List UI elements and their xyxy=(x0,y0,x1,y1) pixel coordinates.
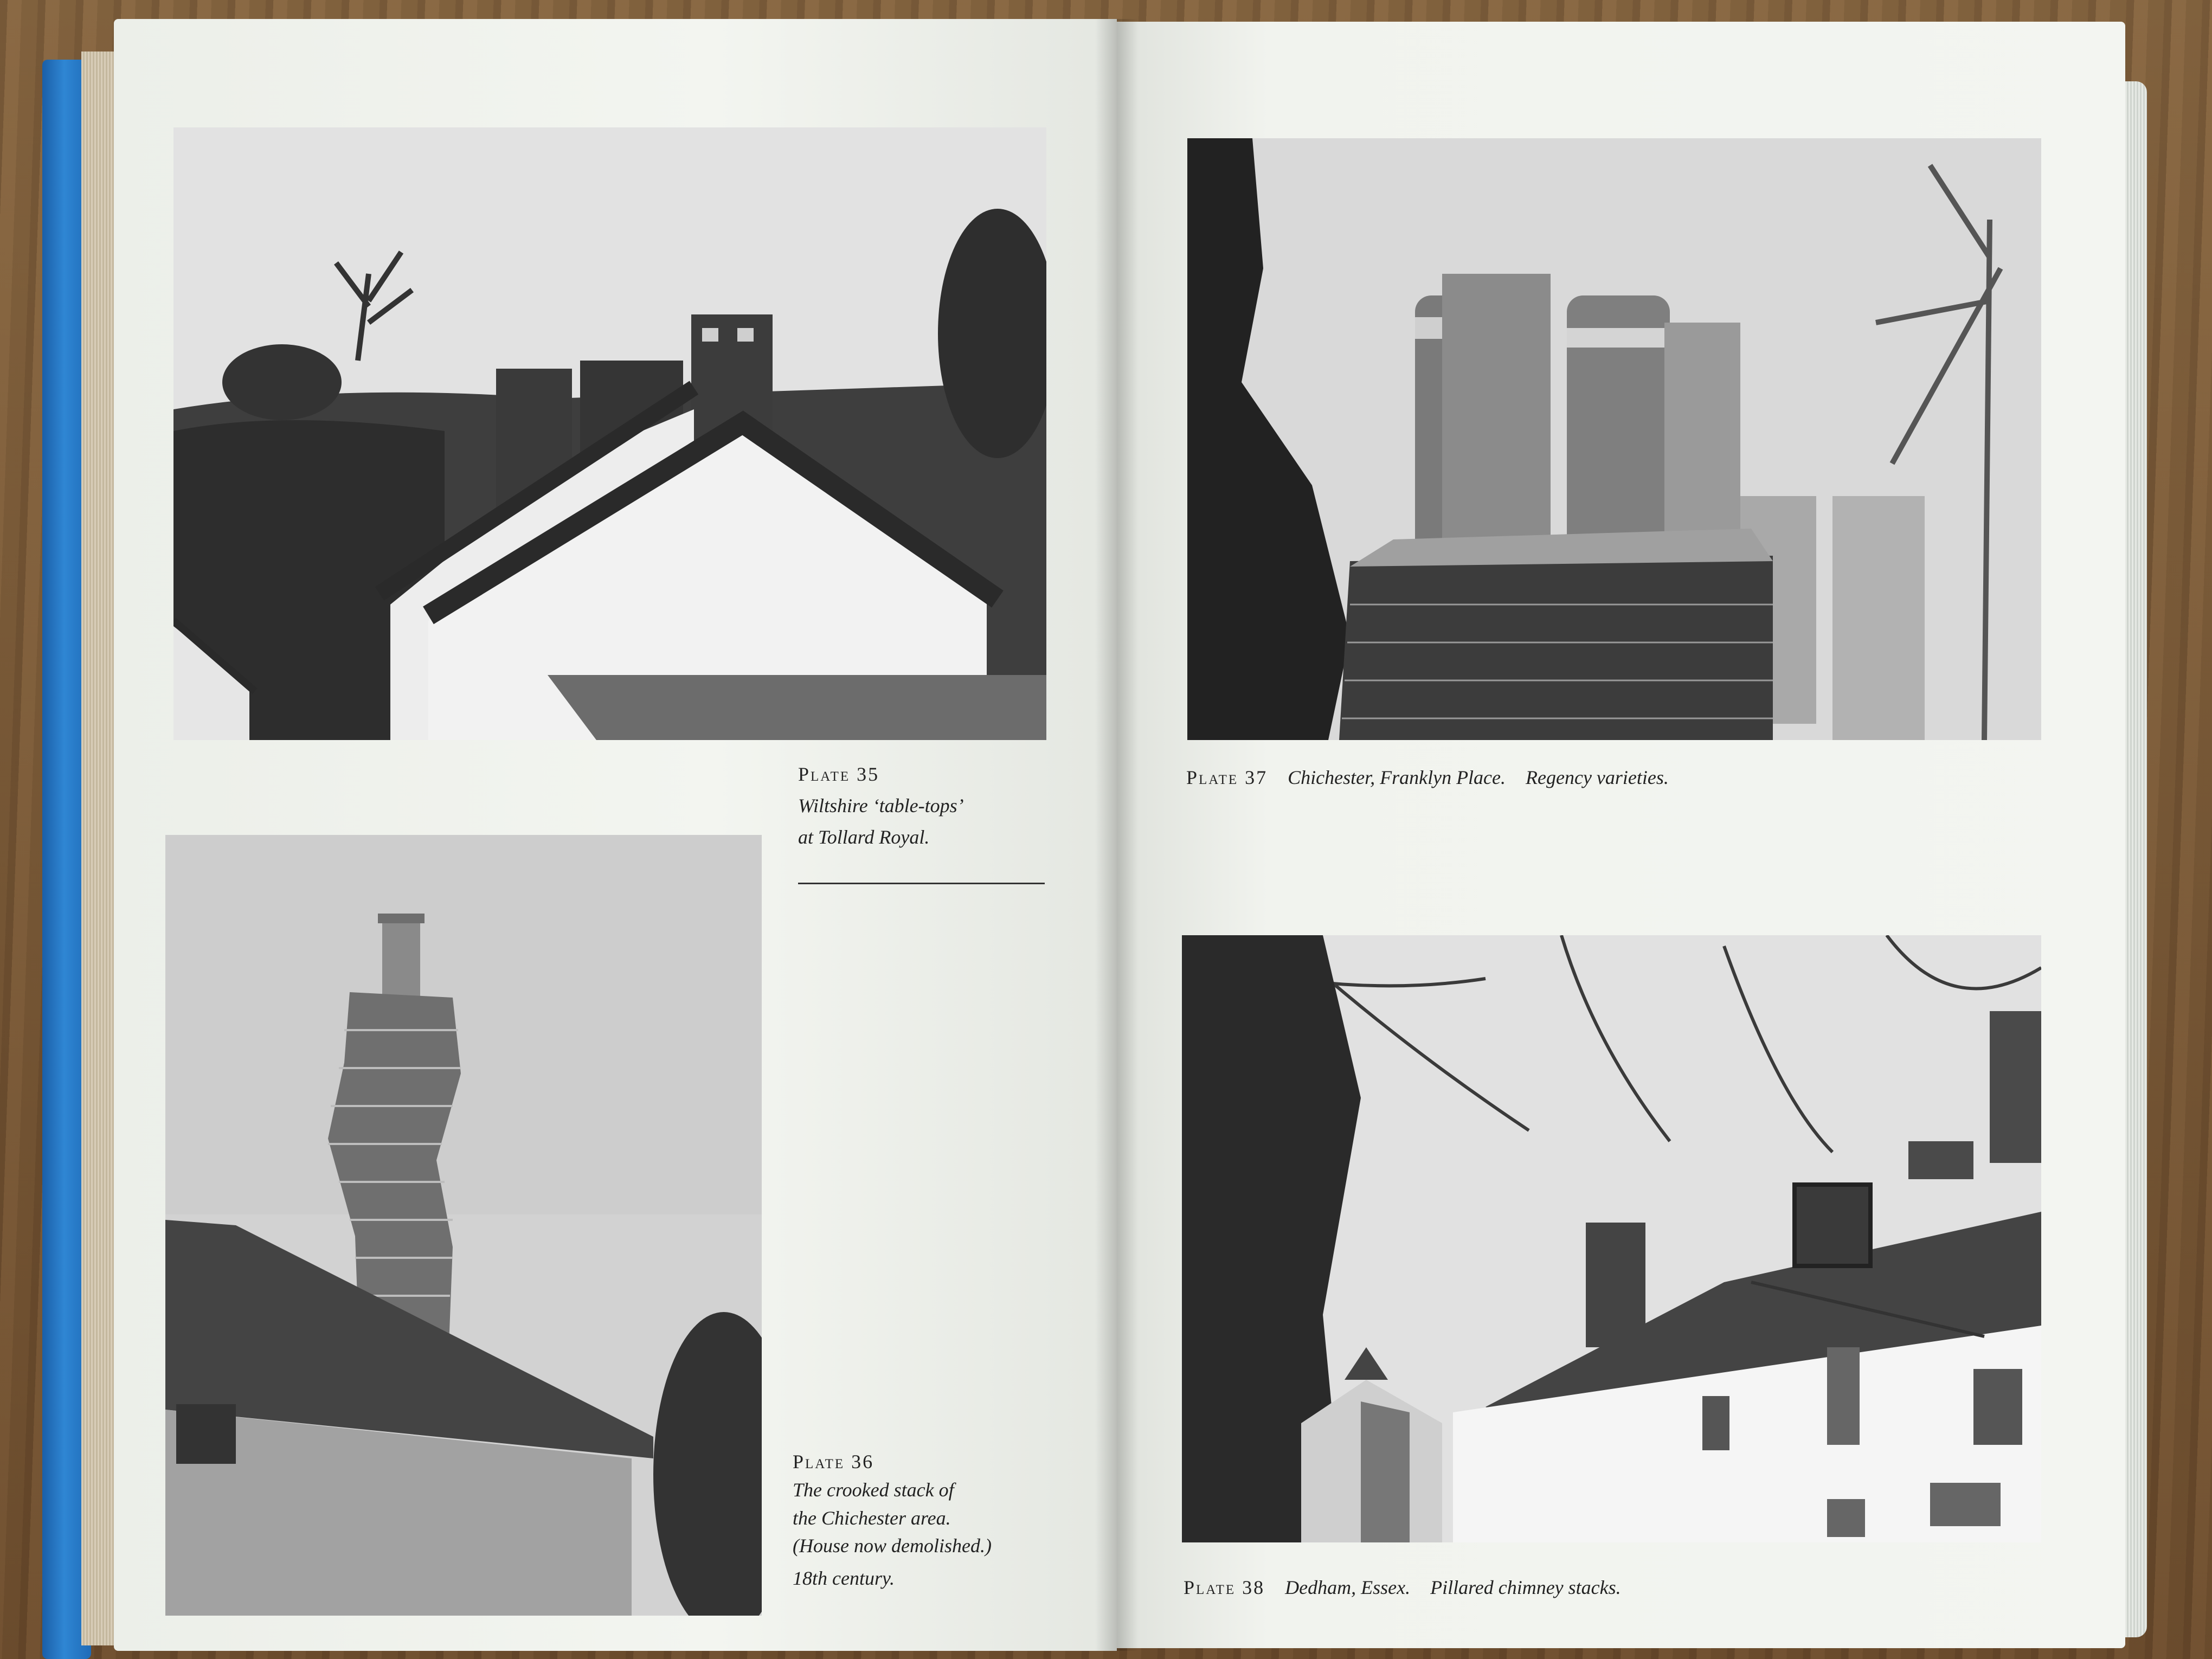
plate-37-label: Plate 37 xyxy=(1186,767,1268,788)
plate-38-label: Plate 38 xyxy=(1184,1577,1265,1598)
plate-35-photo xyxy=(173,127,1046,740)
plate-38-photo xyxy=(1182,935,2041,1542)
book-gutter xyxy=(1095,19,1139,1651)
plate-38-caption xyxy=(1184,1578,2051,1598)
plate-37-caption xyxy=(1186,768,2054,788)
plate-36-photo xyxy=(165,835,762,1616)
plate-35-divider xyxy=(798,883,1045,884)
plate-36-label: Plate 36 xyxy=(793,1451,874,1472)
plate-36-caption-line4: 18th century. xyxy=(793,1567,895,1590)
plate-35-caption xyxy=(798,764,1058,847)
plate-35-caption-line2: at Tollard Royal. xyxy=(798,826,930,848)
plate-38-caption-desc: Pillared chimney stacks. xyxy=(1430,1577,1621,1598)
plate-36-caption-line2: the Chichester area. xyxy=(793,1507,951,1529)
plate-36-caption-line3: (House now demolished.) xyxy=(793,1535,992,1557)
plate-37-caption-place: Chichester, Franklyn Place. xyxy=(1288,767,1506,788)
plate-38-caption-place: Dedham, Essex. xyxy=(1285,1577,1411,1598)
plate-36-caption-line1: The crooked stack of xyxy=(793,1478,954,1501)
plate-37-photo xyxy=(1187,138,2041,740)
plate-37-caption-desc: Regency varieties. xyxy=(1526,767,1669,788)
plate-36-caption xyxy=(793,1452,1053,1589)
plate-35-label: Plate 35 xyxy=(798,763,880,785)
plate-35-caption-line1: Wiltshire ‘table-tops’ xyxy=(798,794,964,816)
